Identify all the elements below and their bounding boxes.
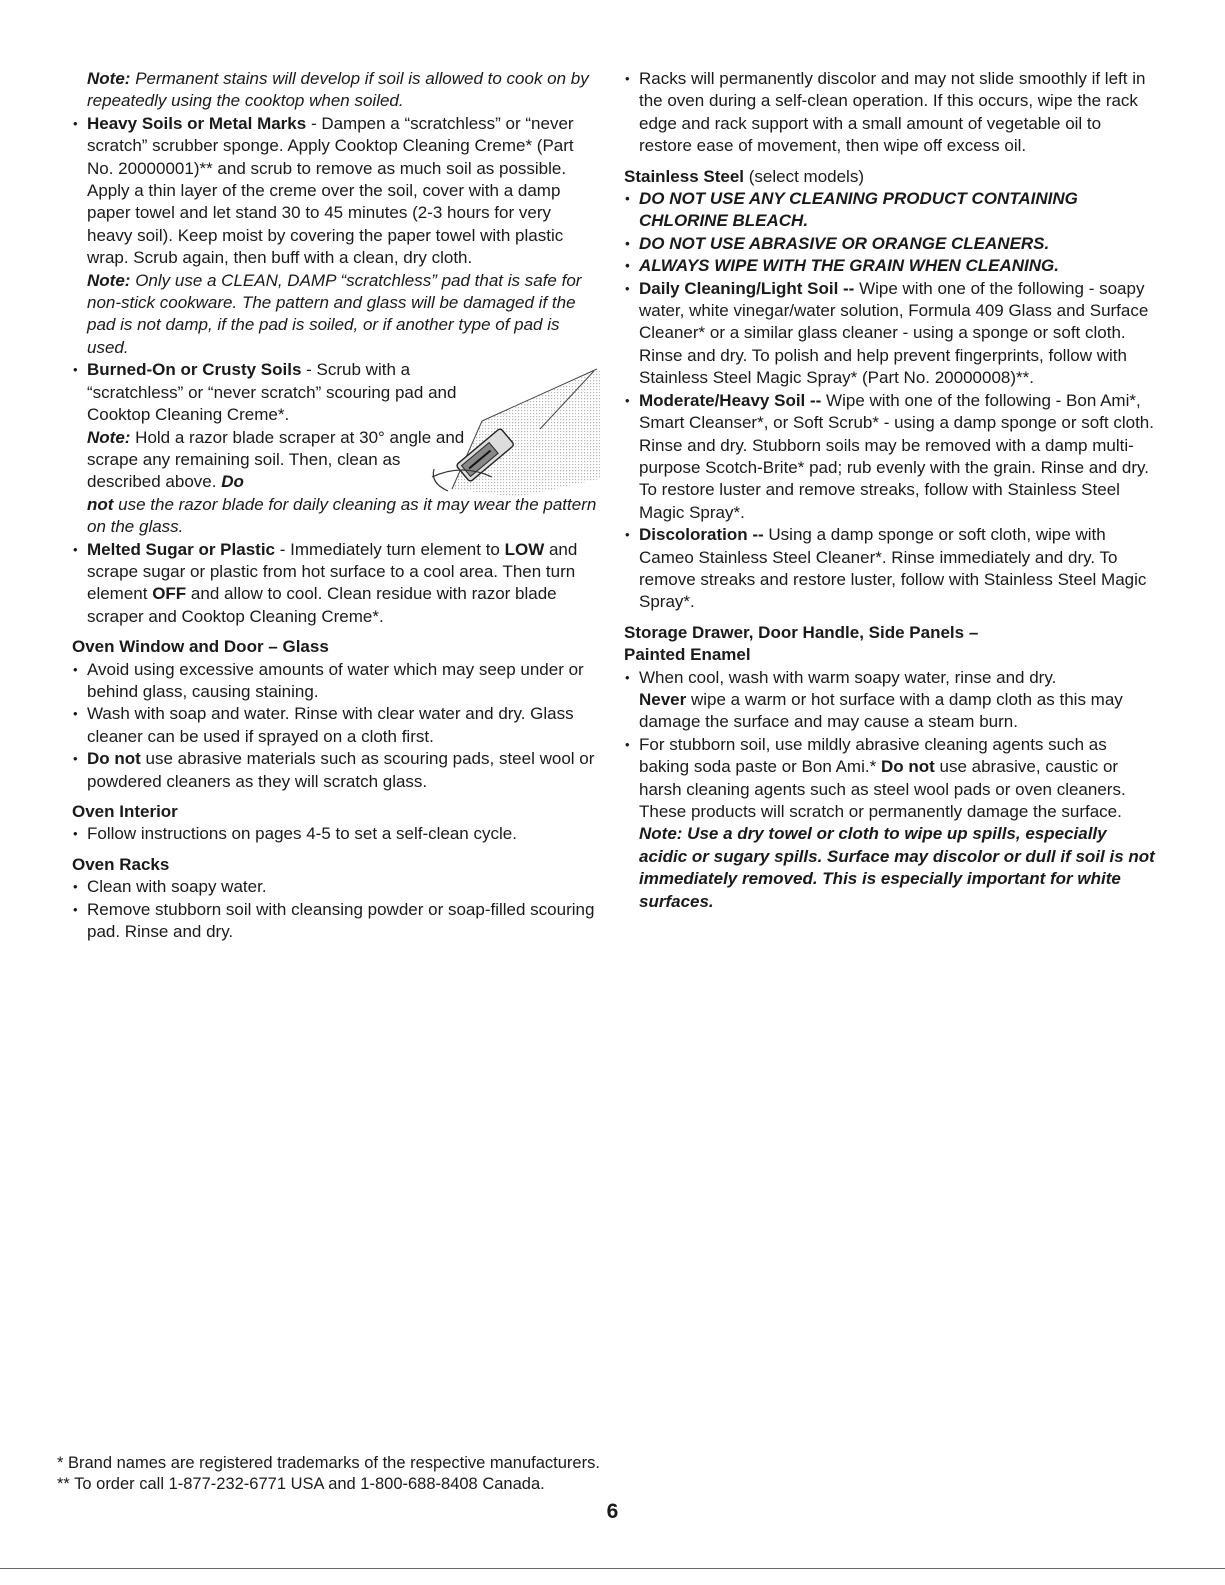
note-permanent-stains [72,68,600,113]
bullet-text: Wipe with one of the following - Bon Ami*, Smart Cleanser*, or Soft Scrub* - using a damp sponge or soft cloth. Rinse and dry. Stubborn soils may be removed with a damp multi-purpose Scotch-Brite* pad; rub evenly with the grain. Rinse and dry. To restore luster and remove streaks, follow with Stainless Steel Magic Spray*. [639,390,1154,522]
note-label: Note: [87,427,131,447]
page-number: 6 [606,1500,619,1523]
heading-oven-window: Oven Window and Door – Glass [72,637,329,657]
note-text: Permanent stains will develop if soil is allowed to cook on by repeatedly using the cooktop when soiled. [87,69,589,111]
bullet-moderate-soil [624,390,1158,524]
note-text: use the razor blade for daily cleaning as it may wear the pattern on the glass. [87,494,597,537]
bullet-melted-sugar [72,539,600,629]
heading-painted-enamel: Painted Enamel [624,645,751,665]
bullet-interior-1: • Follow instructions on pages 4-5 to set a self-clean cycle. [72,823,600,845]
bottom-rule [0,1568,1225,1569]
heading-oven-interior: Oven Interior [72,802,178,821]
bullet-text: Using a damp sponge or soft cloth, wipe with Cameo Stainless Steel Cleaner*. Rinse immediately and dry. To remove streaks and restore luster, follow with Stainless Steel Magic Spray*. [639,525,1147,612]
heading-text: Stainless Steel [624,166,745,186]
bullet-text: use abrasive, caustic or harsh cleaning agents such as steel wool pads or oven cleaners. These products will scratch or permanently damage the surface. [639,757,1126,821]
bullet-window-3 [72,748,600,793]
bullet-text: use abrasive materials such as scouring pads, steel wool or powdered cleaners as they will scratch glass. [87,749,595,791]
bullet-title: Discoloration -- [639,525,764,545]
bullet-window-2: • Wash with soap and water. Rinse with clear water and dry. Glass cleaner can be used if sprayed on a cloth first. [72,703,600,748]
warning-wipe-with-grain: • ALWAYS WIPE WITH THE GRAIN WHEN CLEANING. [624,255,1158,277]
bullet-text: and scrape sugar or plastic from hot surface to a cool area. Then turn element [87,539,578,604]
bullet-title: Moderate/Heavy Soil -- [639,390,822,410]
note-text: Only use a CLEAN, DAMP “scratchless” pad that is safe for non-stick cookware. The pattern and glass will be damaged if the pad is not damp, if the pad is soiled, or if another type of pad is used. [87,270,582,357]
off-setting: OFF [152,584,187,604]
note-razor-blade [72,427,467,494]
never-emphasis: Never [639,689,687,709]
bullet-storage-2 [624,734,1158,824]
bullet-text: and allow to cool. Clean residue with razor blade scraper and Cooktop Cleaning Creme*. [87,584,557,626]
heading-stainless-steel [624,166,1158,188]
bullet-text: Wipe with one of the following - soapy water, white vinegar/water solution, Formula 409 Glass and Surface Cleaner* or a similar glass cleaner - using a sponge or soft cloth. Rinse and dry. To polish and help prevent fingerprints, follow with Stainless Steel Magic Spray* (Part No. 20000008)**. [639,278,1149,388]
bullet-heavy-soils [72,113,600,270]
note-razor-blade-cont [72,494,600,539]
bullet-text: - Dampen a “scratchless” or “never scratch” scrubber sponge. Apply Cooktop Cleaning Creme* (Part No. 20000001)** and scrub to remove as much soil as possible. Apply a thin layer of the creme over the soil, cover with a damp paper towel and let stand 30 to 45 minutes (2-3 hours for very heavy soil). Keep moist by covering the paper towel with plastic wrap. Scrub again, then buff with a clean, dry cloth. [87,113,574,268]
bullet-text: wipe a warm or hot surface with a damp cloth as this may damage the surface and may cause a steam burn. [639,689,1123,732]
bullet-racks-3: • Racks will permanently discolor and may not slide smoothly if left in the oven during a self-clean operation. If this occurs, wipe the rack edge and rack support with a small amount of vegetable oil to restore ease of movement, then wipe off excess oil. [624,68,1158,158]
heading-storage-drawer: Storage Drawer, Door Handle, Side Panels – [624,622,979,642]
warning-abrasive-cleaners: • DO NOT USE ABRASIVE OR ORANGE CLEANERS. [624,233,1158,255]
footnote-trademarks: * Brand names are registered trademarks of the respective manufacturers. [57,1454,600,1472]
note-do: Do [221,472,244,492]
bullet-title: Burned-On or Crusty Soils [87,360,302,380]
footnote-order-phone: ** To order call 1-877-232-6771 USA and 1-800-688-8408 Canada. [57,1475,545,1493]
heading-oven-racks: Oven Racks [72,854,170,874]
bullet-title: Do not [87,749,141,769]
warning-chlorine-bleach: • DO NOT USE ANY CLEANING PRODUCT CONTAINING CHLORINE BLEACH. [624,188,1158,233]
left-column [72,68,600,943]
note-label: Note: [87,270,131,290]
note-not: not [87,494,114,514]
bullet-racks-1: • Clean with soapy water. [72,876,600,898]
footnotes [57,1453,600,1495]
low-setting: LOW [504,539,545,559]
burned-on-section [72,359,600,538]
note-label: Note: [87,69,131,88]
bullet-title: Melted Sugar or Plastic [87,539,275,559]
bullet-title: Daily Cleaning/Light Soil -- [639,278,855,298]
note-text: Hold a razor blade scraper at 30° angle and scrape any remaining soil. Then, clean as described above. [87,427,465,492]
bullet-text: - Scrub with a “scratchless” or “never scratch” scouring pad and Cooktop Cleaning Creme*. [87,360,457,425]
bullet-text: For stubborn soil, use mildly abrasive cleaning agents such as baking soda paste or Bon Ami.* [639,734,1107,777]
bullet-discoloration [624,524,1158,614]
note-clean-damp-pad [72,270,600,360]
bullet-burned-on [72,359,467,426]
do-not-emphasis: Do not [880,757,935,777]
bullet-text: - Immediately turn element to [275,539,505,559]
bullet-storage-1 [624,667,1158,734]
bullet-window-1: • Avoid using excessive amounts of water which may seep under or behind glass, causing staining. [72,659,600,704]
right-column [624,68,1158,913]
bullet-daily-cleaning [624,278,1158,390]
bullet-racks-2: • Remove stubborn soil with cleansing powder or soap-filled scouring pad. Rinse and dry. [72,899,600,944]
bullet-title: Heavy Soils or Metal Marks [87,113,307,133]
heading-sub: (select models) [744,166,864,186]
bullet-text: When cool, wash with warm soapy water, rinse and dry. [639,667,1057,687]
note-dry-towel: Note: Use a dry towel or cloth to wipe up spills, especially acidic or sugary spills. Surface may discolor or dull if soil is not immediately removed. This is especially important for white surfaces. [639,824,1155,911]
